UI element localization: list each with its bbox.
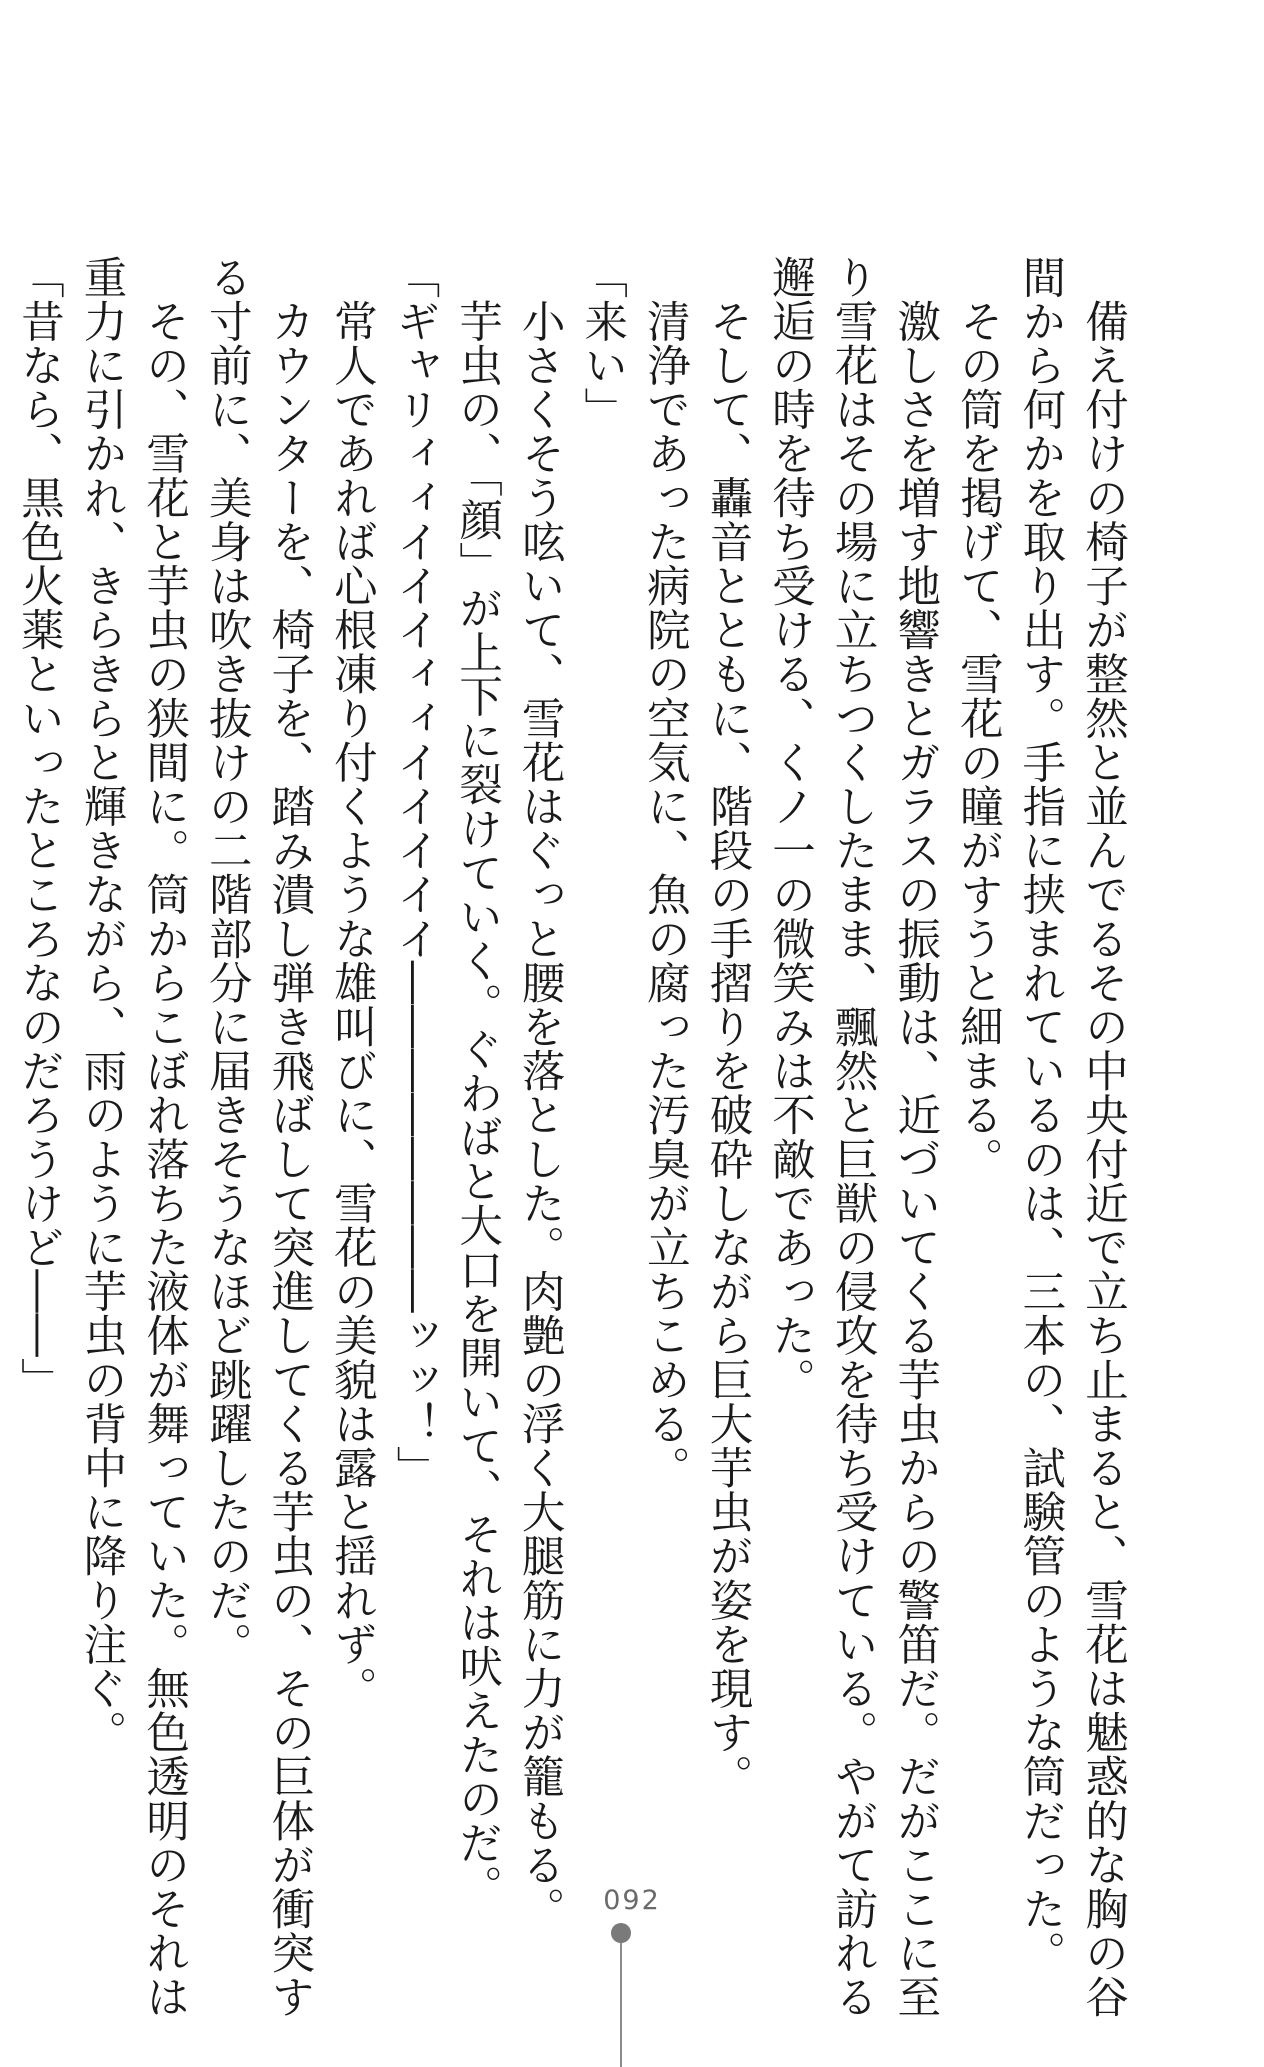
text-line: 備え付けの椅子が整然と並んでるその中央付近で立ち止まると、雪花は魅惑的な胸の谷 <box>1078 255 1128 2019</box>
text-line: カウンターを、椅子を、踏み潰し弾き飛ばして突進してくる芋虫の、その巨体が衝突す <box>264 255 315 2019</box>
text-line: その筒を掲げて、雪花の瞳がすうと細まる。 <box>952 255 1003 1182</box>
text-line: そして、轟音とともに、階段の手摺りを破砕しながら巨大芋虫が姿を現す。 <box>702 255 753 1799</box>
page-marker-line <box>620 1943 622 2067</box>
text-line: り雪花はその場に立ちつくしたまま、飄然と巨獣の侵攻を待ち受けている。やがて訪れる <box>827 255 878 2019</box>
text-line: その、雪花と芋虫の狭間に。筒からこぼれ落ちた液体が舞っていた。無色透明のそれは <box>139 255 190 2019</box>
text-line: 「昔なら、黒色火薬といったところなのだろうけど――」 <box>13 255 64 1402</box>
page-number: 092 <box>603 1885 661 1916</box>
text-line: 間から何かを取り出す。手指に挟まれているのは、三本の、試験管のような筒だった。 <box>1015 255 1066 1975</box>
text-line: る寸前に、美身は吹き抜けの二階部分に届きそうなほど跳躍したのだ。 <box>201 255 252 1667</box>
text-line: 激しさを増す地響きとガラスの振動は、近づいてくる芋虫からの警笛だ。だがここに至 <box>890 255 941 2019</box>
text-line: 清浄であった病院の空気に、魚の腐った汚臭が立ちこめる。 <box>639 255 690 1490</box>
text-line: 重力に引かれ、きらきらと輝きながら、雨のように芋虫の背中に降り注ぐ。 <box>76 255 127 1755</box>
text-line: 小さくそう呟いて、雪花はぐっと腰を落とした。肉艶の浮く大腿筋に力が籠もる。 <box>514 255 565 1931</box>
text-line: 「ギャリィィイイイィィイイイイイ――――――――ッッ！」 <box>389 255 440 1490</box>
text-line: 「来い」 <box>577 255 628 432</box>
text-line: 常人であれば心根凍り付くような雄叫びに、雪花の美貌は露と揺れず。 <box>326 255 377 1711</box>
text-line: 芋虫の、「顔」が上下に裂けていく。ぐわばと大口を開いて、それは吠えたのだ。 <box>452 255 503 1910</box>
text-line: 邂逅の時を待ち受ける、くノ一の微笑みは不敵であった。 <box>765 255 816 1402</box>
page-marker-dot <box>611 1923 631 1943</box>
